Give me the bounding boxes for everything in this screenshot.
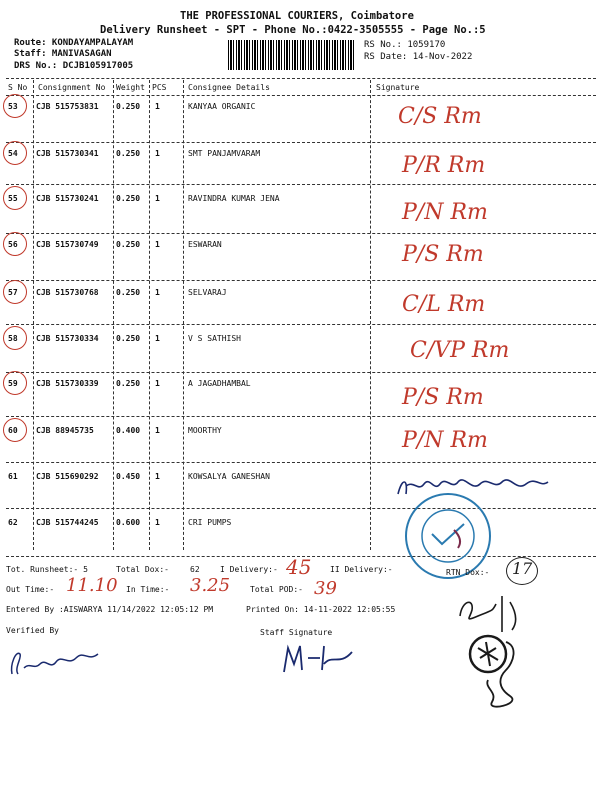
total-dox-label: Total Dox:-	[116, 565, 169, 574]
row-consignment: CJB 515753831	[36, 102, 99, 111]
table-top-rule	[6, 78, 596, 79]
row-pcs: 1	[155, 334, 160, 343]
col-header-consignee: Consignee Details	[188, 83, 270, 92]
row-rule	[6, 280, 596, 281]
row-pcs: 1	[155, 518, 160, 527]
row-signature: P/N Rm	[402, 200, 488, 225]
i-delivery-label: I Delivery:-	[220, 565, 278, 574]
rtn-dox-value: 17	[512, 559, 533, 578]
row-rule	[6, 462, 596, 463]
row-consignment: CJB 515690292	[36, 472, 99, 481]
row-consignee: A JAGADHAMBAL	[188, 379, 251, 388]
total-pod-value: 39	[314, 578, 337, 599]
row-consignee: SELVARAJ	[188, 288, 227, 297]
row-weight: 0.250	[116, 194, 141, 203]
barcode	[228, 40, 356, 70]
col-header-pcs: PCS	[152, 83, 167, 92]
row-signature: P/N Rm	[402, 428, 488, 453]
verifier-signature	[6, 640, 106, 680]
row-consignee: ESWARAN	[188, 240, 222, 249]
row-weight: 0.250	[116, 334, 141, 343]
row-pcs: 1	[155, 240, 160, 249]
document-title: THE PROFESSIONAL COURIERS, Coimbatore	[180, 10, 414, 22]
row-sno: 61	[8, 472, 18, 481]
row-pcs: 1	[155, 379, 160, 388]
table-row	[0, 238, 600, 284]
table-row	[0, 147, 600, 193]
row-weight: 0.250	[116, 379, 141, 388]
row-sno: 58	[8, 334, 18, 343]
row-signature: P/S Rm	[402, 385, 484, 410]
row-consignment: CJB 515744245	[36, 518, 99, 527]
table-row	[0, 424, 600, 470]
row-signature: C/L Rm	[402, 292, 486, 317]
row-consignee: V S SATHISH	[188, 334, 241, 343]
row-signature: C/S Rm	[398, 104, 482, 129]
row-consignee: CRI PUMPS	[188, 518, 232, 527]
in-time-label: In Time:-	[126, 585, 170, 594]
staff-label: Staff: MANIVASAGAN	[14, 49, 112, 59]
col-header-weight: Weight	[116, 83, 145, 92]
row-sno: 56	[8, 240, 18, 249]
rtn-dox-label: RTN Dox:-	[446, 568, 490, 577]
row-consignment: CJB 88945735	[36, 426, 94, 435]
out-time-value: 11.10	[66, 575, 118, 596]
row-pcs: 1	[155, 149, 160, 158]
row-sno: 59	[8, 379, 18, 388]
drs-label: DRS No.: DCJB105917005	[14, 61, 134, 71]
table-row	[0, 286, 600, 332]
row-pcs: 1	[155, 472, 160, 481]
row-rule	[6, 416, 596, 417]
printed-on: Printed On: 14-11-2022 12:05:55	[246, 605, 396, 614]
out-time-label: Out Time:-	[6, 585, 55, 594]
row-weight: 0.250	[116, 288, 141, 297]
row-consignment: CJB 515730341	[36, 149, 99, 158]
staff-signature	[278, 640, 358, 676]
row-consignee: RAVINDRA KUMAR JENA	[188, 194, 280, 203]
row-rule	[6, 142, 596, 143]
row-consignment: CJB 515730339	[36, 379, 99, 388]
row-consignment: CJB 515730334	[36, 334, 99, 343]
row-weight: 0.250	[116, 102, 141, 111]
table-row	[0, 100, 600, 146]
row-rule	[6, 184, 596, 185]
row-weight: 0.250	[116, 149, 141, 158]
row-sno: 57	[8, 288, 18, 297]
row-consignee: SMT PANJAMVARAM	[188, 149, 261, 158]
row-consignee: KOWSALYA GANESHAN	[188, 472, 270, 481]
row-pcs: 1	[155, 194, 160, 203]
ii-delivery-label: II Delivery:-	[330, 565, 393, 574]
row-rule	[6, 324, 596, 325]
row-rule	[6, 372, 596, 373]
row-rule	[6, 233, 596, 234]
row-sno: 54	[8, 149, 18, 158]
row-consignee: KANYAA ORGANIC	[188, 102, 256, 111]
row-pcs: 1	[155, 288, 160, 297]
row-pcs: 1	[155, 102, 160, 111]
rs-date: RS Date: 14-Nov-2022	[364, 52, 473, 62]
row-rule	[6, 508, 596, 509]
staff-signature-label: Staff Signature	[260, 628, 333, 637]
col-header-signature: Signature	[376, 83, 420, 92]
total-runsheet: Tot. Runsheet:- 5	[6, 565, 88, 574]
receiver-signature	[452, 592, 542, 722]
row-consignment: CJB 515730241	[36, 194, 99, 203]
table-row	[0, 192, 600, 238]
row-consignment: CJB 515730749	[36, 240, 99, 249]
row-sno: 53	[8, 102, 18, 111]
row-weight: 0.600	[116, 518, 141, 527]
in-time-value: 3.25	[190, 575, 231, 596]
document-subtitle: Delivery Runsheet - SPT - Phone No.:0422-3505555 - Page No.:5	[100, 24, 486, 36]
row-weight: 0.400	[116, 426, 141, 435]
total-dox-value: 62	[190, 565, 200, 574]
route-label: Route: KONDAYAMPALAYAM	[14, 38, 134, 48]
entered-by: Entered By :AISWARYA 11/14/2022 12:05:12 PM	[6, 605, 214, 614]
row-consignee: MOORTHY	[188, 426, 222, 435]
row-weight: 0.250	[116, 240, 141, 249]
row-weight: 0.450	[116, 472, 141, 481]
row-sno: 55	[8, 194, 18, 203]
row-pcs: 1	[155, 426, 160, 435]
verified-by-label: Verified By	[6, 626, 59, 635]
table-header-rule	[6, 95, 596, 96]
row-sno: 60	[8, 426, 18, 435]
col-header-sno: S No	[8, 83, 28, 92]
row-consignment: CJB 515730768	[36, 288, 99, 297]
i-delivery-value: 45	[286, 555, 312, 579]
row-signature: C/VP Rm	[410, 338, 510, 363]
col-header-consignment: Consignment No	[38, 83, 106, 92]
row-signature: P/R Rm	[402, 153, 486, 178]
row-signature: P/S Rm	[402, 242, 484, 267]
rs-number: RS No.: 1059170	[364, 40, 446, 50]
row-sno: 62	[8, 518, 18, 527]
total-pod-label: Total POD:-	[250, 585, 303, 594]
